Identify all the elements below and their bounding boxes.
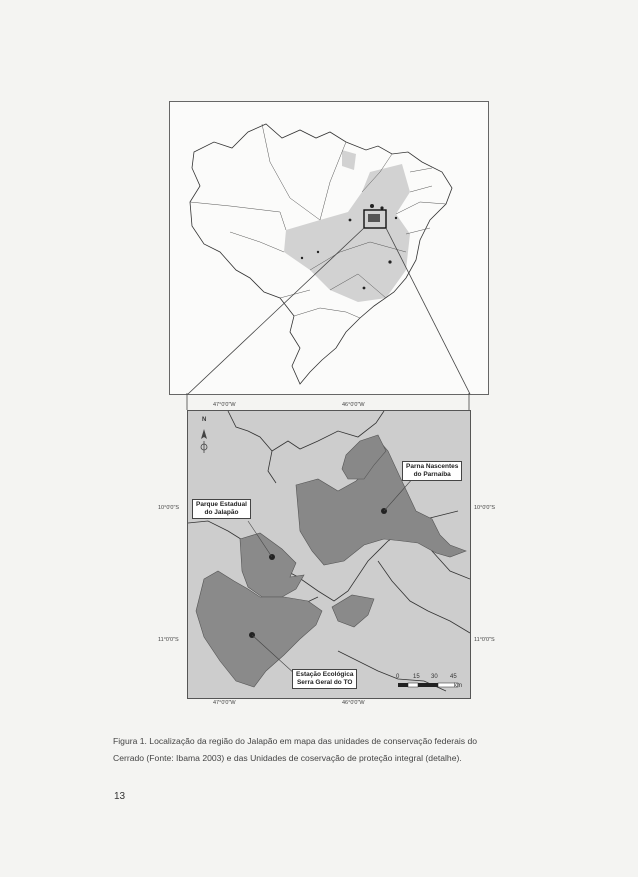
caption-line-1: Figura 1. Localização da região do Jalapão em mapa das unidades de conservação federais do [113, 736, 478, 746]
scale-tick-30: 30 [431, 674, 438, 680]
estacao-label: Estação Ecológica Serra Geral do TO [292, 669, 357, 689]
small-unit [332, 595, 374, 627]
coord-left-11: 11°0'0"S [158, 637, 179, 643]
coord-right-10: 10°0'0"S [474, 505, 496, 511]
scale-tick-0: 0 [396, 674, 400, 680]
brazil-map [170, 102, 488, 394]
scale-tick-45: 45 [450, 674, 457, 680]
parna-label: Parna Nascentes do Parnaíba [402, 461, 462, 481]
scale-bar [398, 683, 458, 687]
north-letter: N [202, 417, 207, 423]
scale-unit: km [454, 683, 462, 689]
parque-area [240, 533, 304, 597]
detail-map-svg [188, 411, 470, 698]
overview-map [169, 101, 489, 395]
zoom-line-right [386, 228, 470, 394]
detail-map [187, 410, 471, 699]
zoom-line-left [188, 228, 364, 394]
cerrado-patch [342, 150, 356, 170]
coord-right-11: 11°0'0"S [474, 637, 495, 643]
figure-caption [113, 733, 533, 767]
coord-bottom-46: 46°0'0"W [342, 700, 365, 706]
north-arrow-icon [201, 429, 207, 453]
coord-left-10: 10°0'0"S [158, 505, 180, 511]
scale-tick-15: 15 [413, 674, 420, 680]
coord-top-47: 47°0'0"W [213, 402, 236, 408]
caption-line-2: Cerrado (Fonte: Ibama 2003) e das Unidades de coservação de proteção integral (detalhe). [113, 753, 462, 763]
cerrado-region [284, 164, 410, 302]
coord-top-46: 46°0'0"W [342, 402, 365, 408]
page-number: 13 [114, 791, 126, 802]
parque-label: Parque Estadual do Jalapão [192, 499, 251, 519]
coord-bottom-47: 47°0'0"W [213, 700, 236, 706]
